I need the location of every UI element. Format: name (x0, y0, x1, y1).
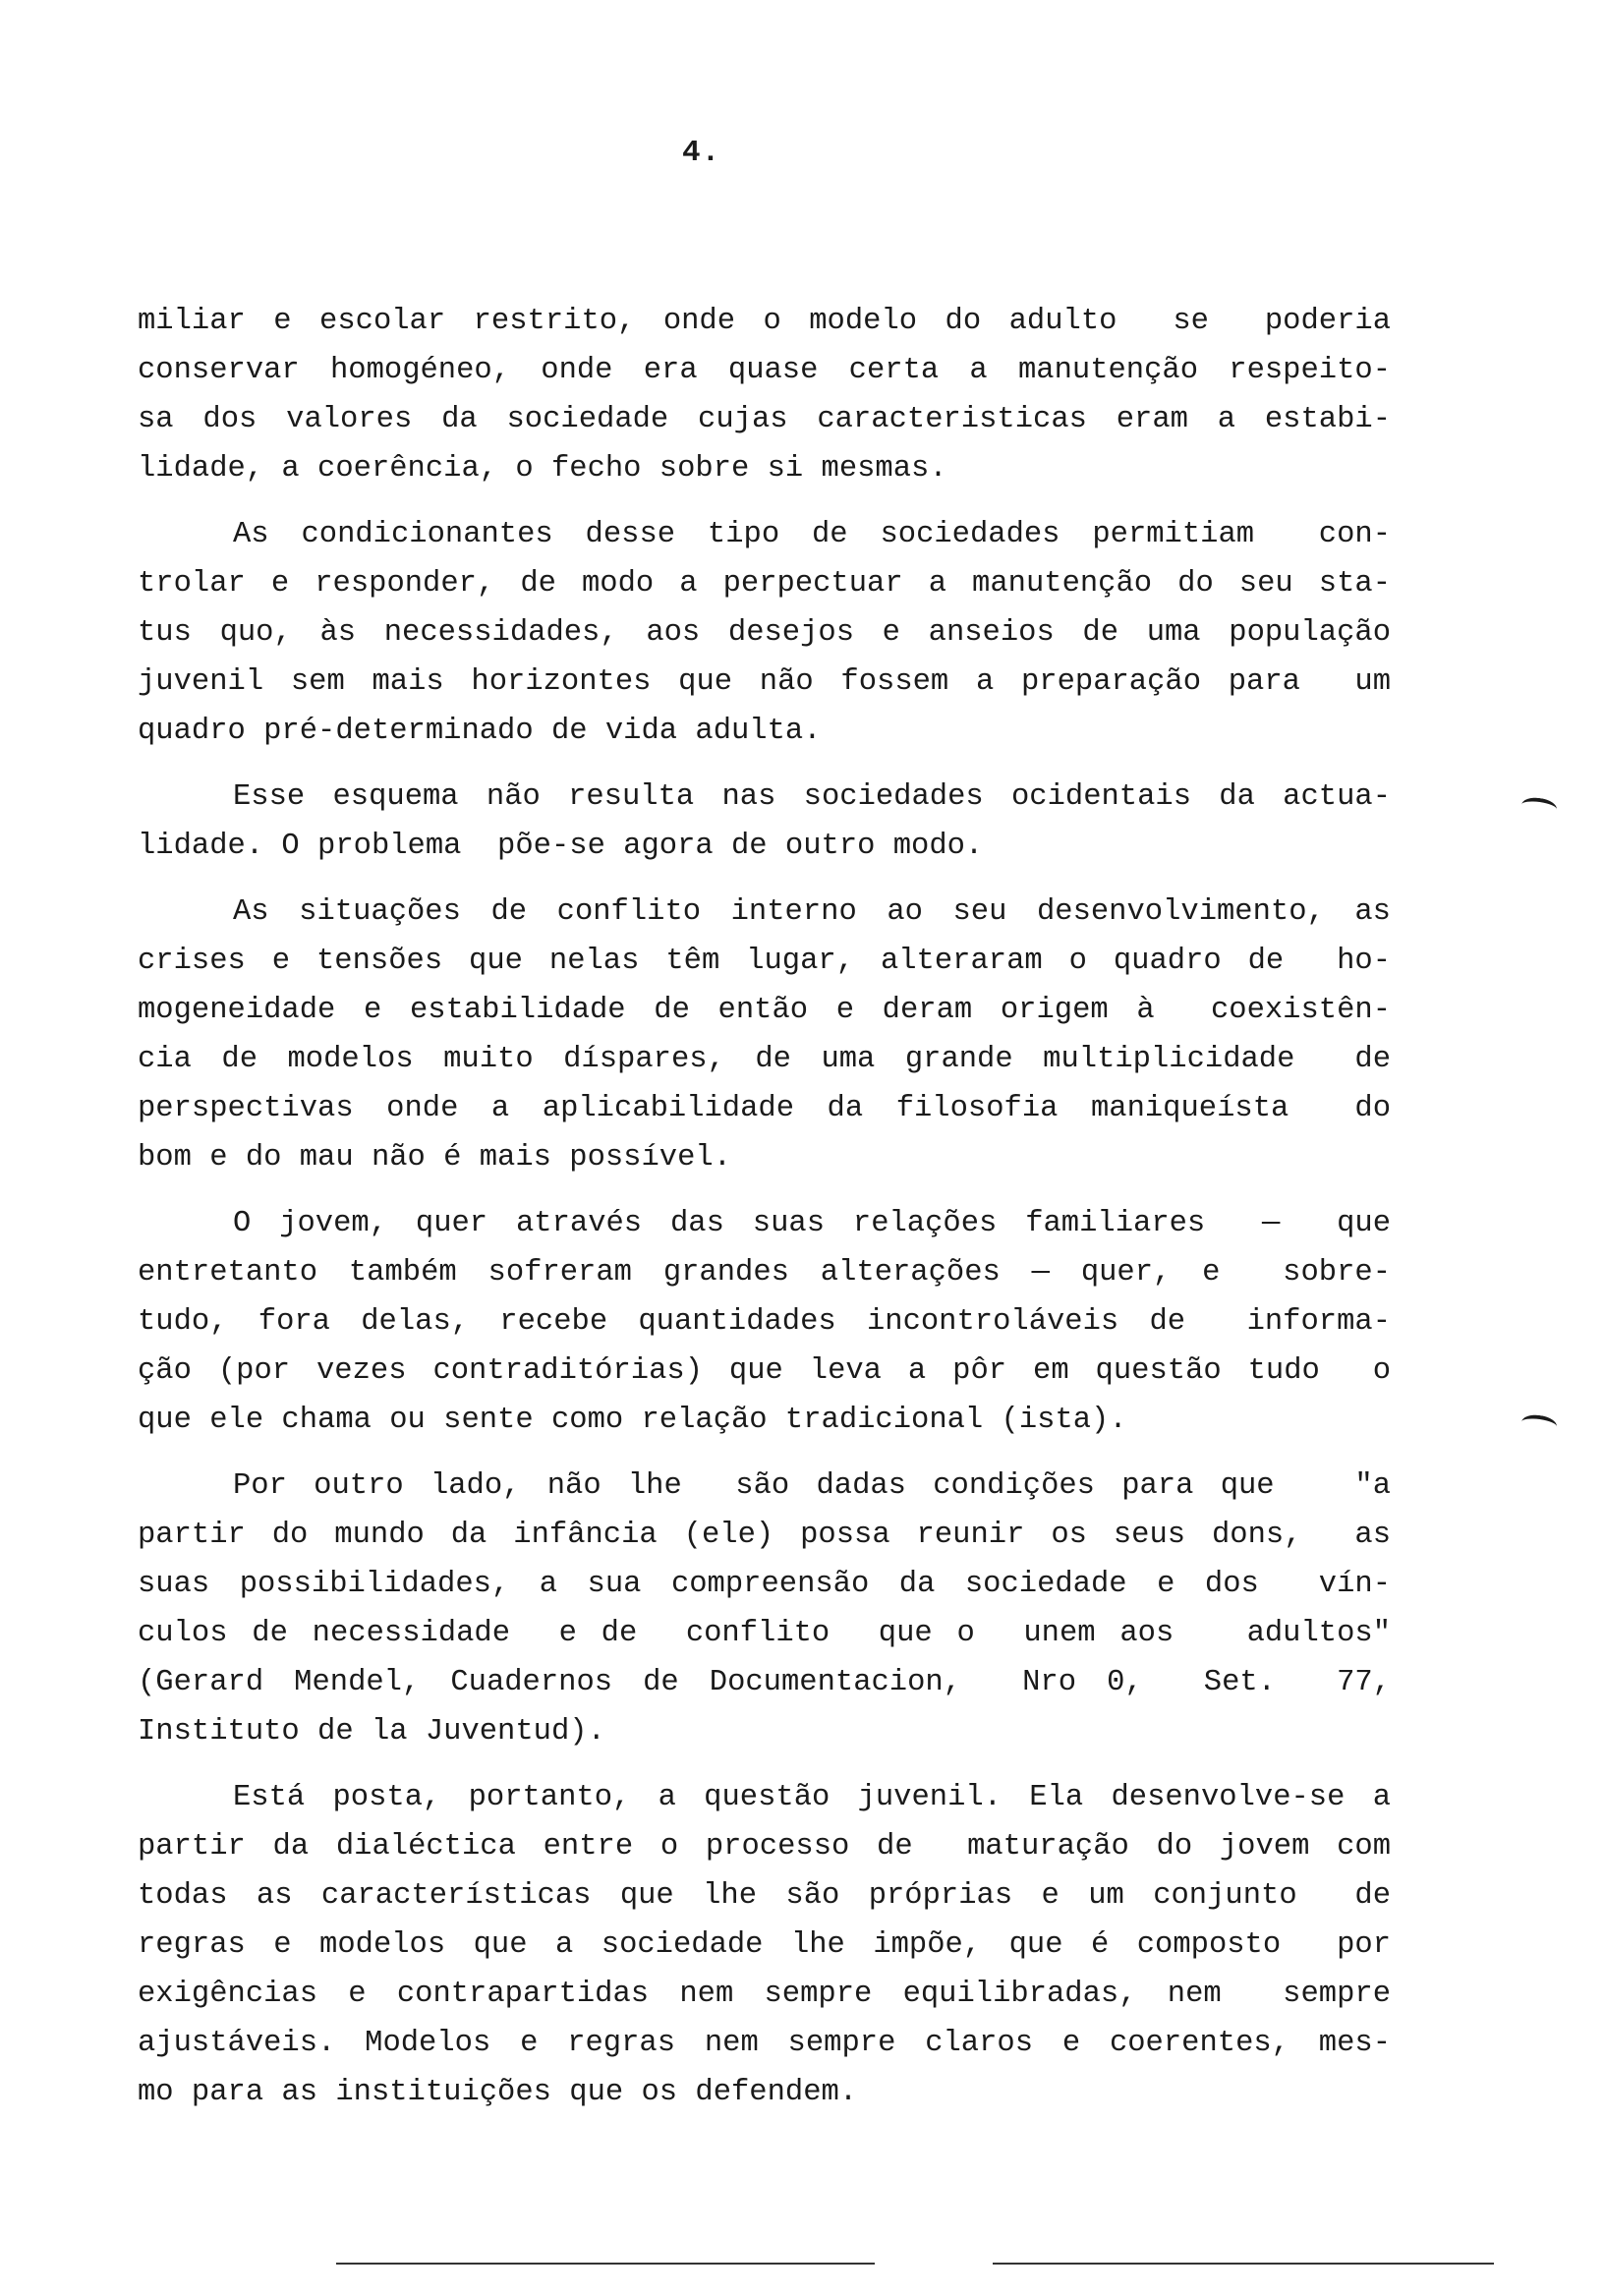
text-line: O jovem, quer através das suas relações familiares — que (233, 1207, 1391, 1240)
text-line: As condicionantes desse tipo de sociedades permitiam con- (233, 518, 1391, 551)
margin-mark (1520, 796, 1558, 819)
text-line: (Gerard Mendel, Cuadernos de Documentacion, Nro 0, Set. 77, (138, 1666, 1391, 1699)
text-line: mo para as instituições que os defendem. (138, 2076, 858, 2109)
paragraph (138, 510, 1391, 756)
text-line: Esse esquema não resulta nas sociedades ocidentais da actua- (233, 780, 1391, 814)
text-line: partir da dialéctica entre o processo de maturação do jovem com (138, 1830, 1391, 1864)
body-text (138, 297, 1391, 2134)
text-line: trolar e responder, de modo a perpectuar a manutenção do seu sta- (138, 567, 1391, 601)
text-line: sa dos valores da sociedade cujas caracteristicas eram a estabi- (138, 403, 1391, 436)
text-line: ajustáveis. Modelos e regras nem sempre claros e coerentes, mes- (138, 2027, 1391, 2060)
footer-rule (336, 2263, 875, 2265)
text-line: conservar homogéneo, onde era quase certa a manutenção respeito- (138, 354, 1391, 387)
paragraph (138, 888, 1391, 1182)
footer-rule (993, 2263, 1494, 2265)
text-line: juvenil sem mais horizontes que não fossem a preparação para um (138, 665, 1391, 699)
page-number: 4. (682, 136, 721, 170)
text-line: lidade. O problema põe-se agora de outro modo. (138, 830, 984, 863)
text-line: todas as características que lhe são próprias e um conjunto de (138, 1879, 1391, 1913)
paragraph (138, 1462, 1391, 1756)
text-line: bom e do mau não é mais possível. (138, 1141, 731, 1175)
paragraph (138, 1773, 1391, 2117)
text-line: cia de modelos muito díspares, de uma grande multiplicidade de (138, 1043, 1391, 1076)
text-line: Instituto de la Juventud). (138, 1715, 605, 1749)
text-line: entretanto também sofreram grandes alterações — quer, e sobre- (138, 1256, 1391, 1290)
text-line: exigências e contrapartidas nem sempre equilibradas, nem sempre (138, 1978, 1391, 2011)
text-line: suas possibilidades, a sua compreensão da sociedade e dos vín- (138, 1568, 1391, 1601)
text-line: culos de necessidade e de conflito que o unem aos adultos" (138, 1617, 1391, 1650)
text-line: tus quo, às necessidades, aos desejos e anseios de uma população (138, 616, 1391, 650)
margin-mark (1520, 1413, 1558, 1436)
text-line: regras e modelos que a sociedade lhe impõe, que é composto por (138, 1928, 1391, 1962)
text-line: quadro pré-determinado de vida adulta. (138, 715, 822, 748)
text-line: que ele chama ou sente como relação tradicional (ista). (138, 1404, 1127, 1437)
text-line: As situações de conflito interno ao seu desenvolvimento, as (233, 895, 1391, 929)
text-line: miliar e escolar restrito, onde o modelo do adulto se poderia (138, 305, 1391, 338)
text-line: Por outro lado, não lhe são dadas condições para que "a (233, 1469, 1391, 1503)
text-line: crises e tensões que nelas têm lugar, alteraram o quadro de ho- (138, 945, 1391, 978)
text-line: perspectivas onde a aplicabilidade da filosofia maniqueísta do (138, 1092, 1391, 1125)
text-line: mogeneidade e estabilidade de então e deram origem à coexistên- (138, 994, 1391, 1027)
paragraph (138, 297, 1391, 493)
text-line: Está posta, portanto, a questão juvenil. Ela desenvolve-se a (233, 1781, 1391, 1814)
paragraph (138, 1199, 1391, 1445)
text-line: ção (por vezes contraditórias) que leva a pôr em questão tudo o (138, 1354, 1391, 1388)
paragraph (138, 773, 1391, 871)
text-line: lidade, a coerência, o fecho sobre si mesmas. (138, 452, 947, 486)
text-line: tudo, fora delas, recebe quantidades incontroláveis de informa- (138, 1305, 1391, 1339)
text-line: partir do mundo da infância (ele) possa reunir os seus dons, as (138, 1519, 1391, 1552)
